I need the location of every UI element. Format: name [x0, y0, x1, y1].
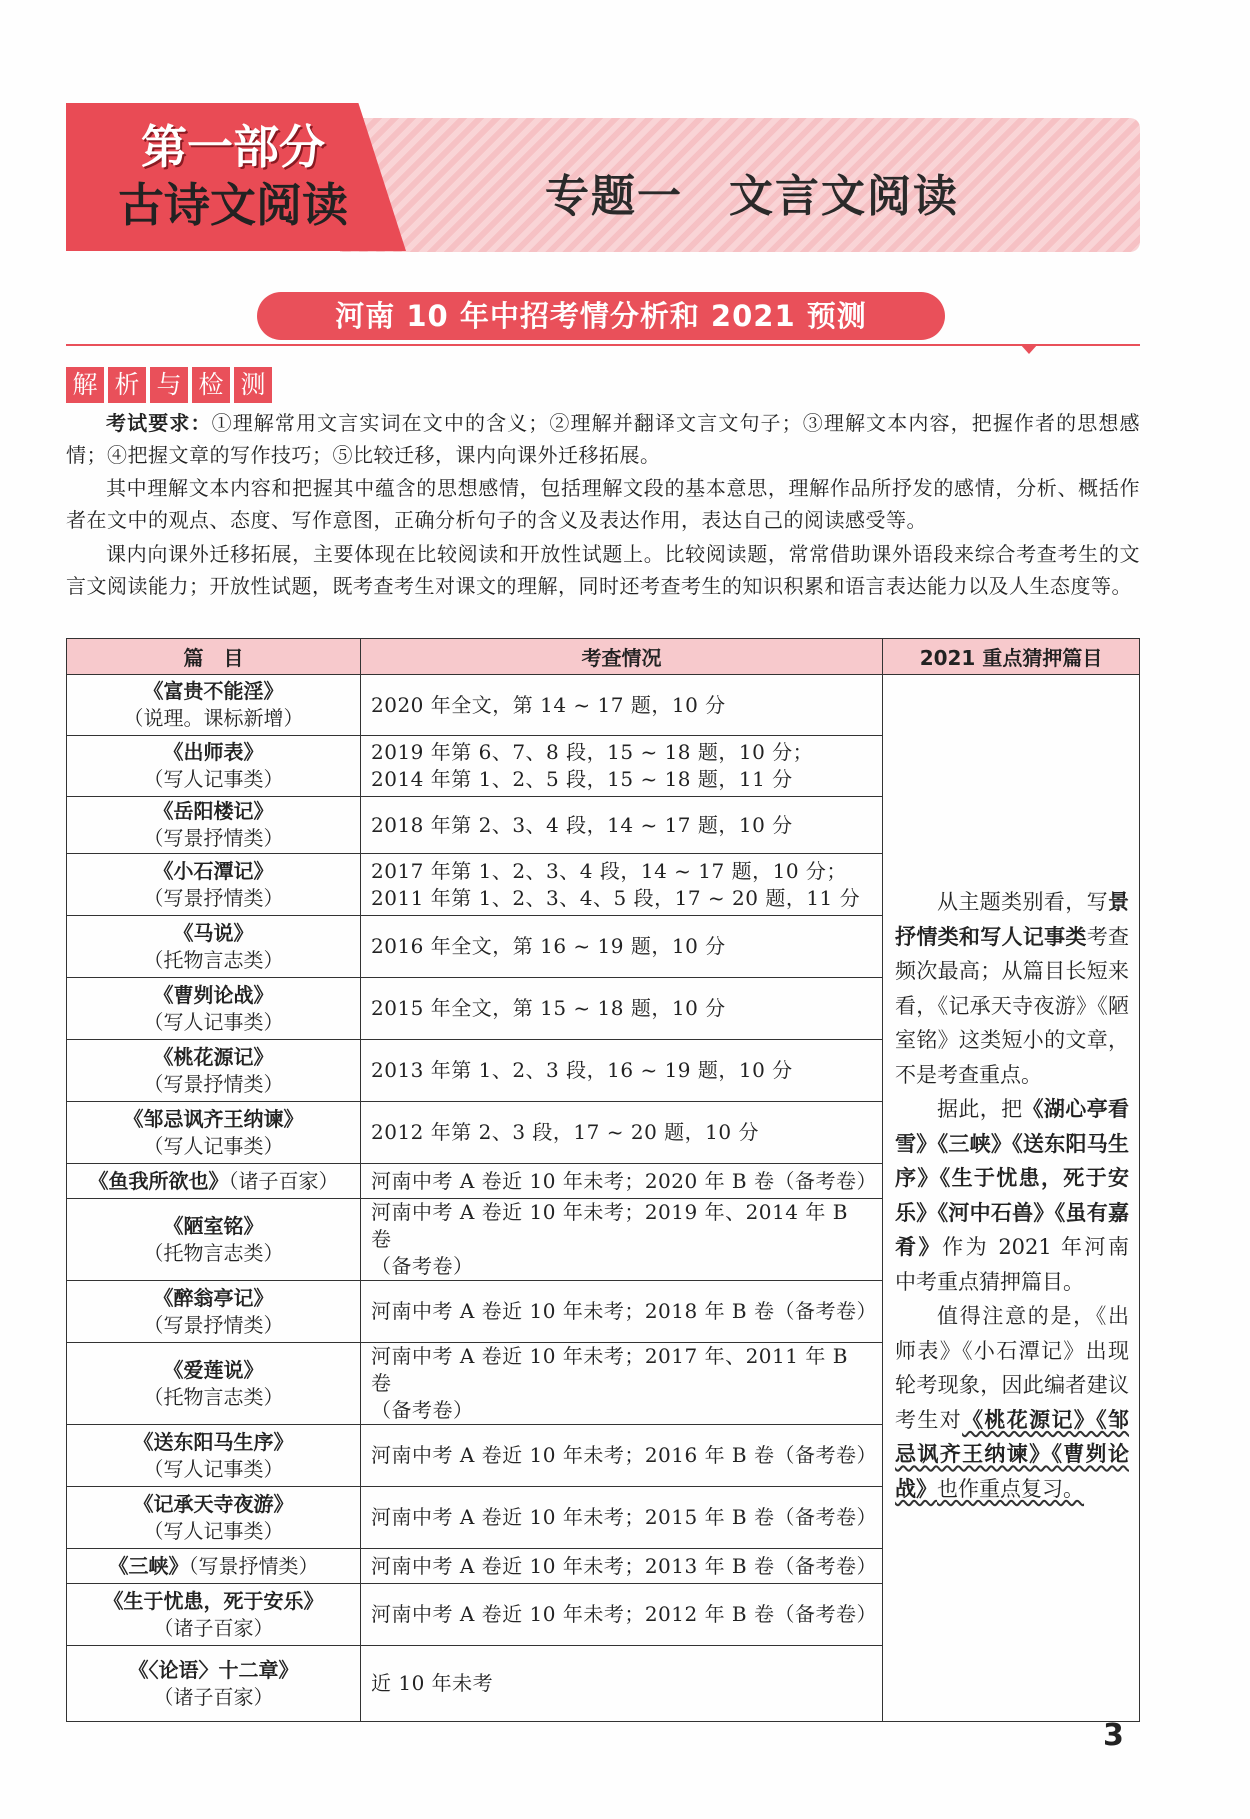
row-category: （托物言志类）	[143, 947, 284, 972]
row-title: 《小石潭记》	[153, 858, 274, 883]
paragraph-2: 其中理解文本内容和把握其中蕴含的思想感情，包括理解文段的基本意思，理解作品所抒发的感情，分析、概括作者在文中的观点、态度、写作意图，正确分析句子的含义及表达作用，表达自己的阅读感受等。	[66, 476, 1140, 532]
header-title: 篇 目	[67, 639, 361, 675]
paragraph-3: 课内向课外迁移拓展，主要体现在比较阅读和开放性试题上。比较阅读题，常常借助课外语段来综合考查考生的文言文阅读能力；开放性试题，既考查考生对课文的理解，同时还考查考生的知识积累和语言表达能力以及人生态度等。	[66, 542, 1140, 598]
prediction-cell	[883, 675, 1140, 1722]
pred-s3c: 也作重点复习。	[937, 1476, 1085, 1501]
row-category: （写景抒情类）	[143, 1312, 284, 1337]
topic-title: 专题一 文言文阅读	[545, 171, 959, 222]
row-title: 《醉翁亭记》	[153, 1285, 274, 1310]
row-category: （诸子百家）	[153, 1615, 274, 1640]
row-title: 《陋室铭》	[163, 1213, 264, 1238]
pred-s2a: 据此，把	[937, 1097, 1023, 1121]
exam-requirements-lead: 考试要求：	[106, 411, 212, 435]
row-exam: 河南中考 A 卷近 10 年未考；2020 年 B 卷（备考卷）	[361, 1164, 883, 1199]
row-category: （写人记事类）	[143, 1133, 284, 1158]
row-exam: 2012 年第 2、3 段，17 ~ 20 题，10 分	[361, 1102, 883, 1164]
row-exam: 河南中考 A 卷近 10 年未考；2012 年 B 卷（备考卷）	[361, 1584, 883, 1646]
row-category: （写人记事类）	[143, 1009, 284, 1034]
row-title: 《送东阳马生序》	[133, 1429, 294, 1454]
pred-s1c: 考查频次最高；从篇目长短来看，《记承天寺夜游》《陋室铭》这类短小的文章，不是考查重点。	[895, 924, 1129, 1087]
exam-requirements	[66, 407, 1140, 471]
tag-3: 与	[150, 367, 188, 403]
table-row	[67, 675, 1140, 736]
row-title: 《马说》	[173, 920, 254, 945]
header-exam: 考查情况	[361, 639, 883, 675]
row-title: 《记承天寺夜游》	[133, 1491, 294, 1516]
pred-s1b: 景抒情类和写人记事类	[895, 890, 1129, 949]
row-exam: 2015 年全文，第 15 ~ 18 题，10 分	[361, 978, 883, 1040]
row-title: 《生于忧患，死于安乐》	[103, 1588, 324, 1613]
row-exam: 近 10 年未考	[361, 1646, 883, 1722]
row-category: （写景抒情类）	[143, 885, 284, 910]
part-title-line1: 第一部分	[141, 120, 325, 174]
row-title: 《曹刿论战》	[153, 982, 274, 1007]
header-prediction: 2021 重点猜押篇目	[883, 639, 1140, 675]
row-title: 《桃花源记》	[153, 1044, 274, 1069]
row-exam: 2017 年第 1、2、3、4 段，14 ~ 17 题，10 分；	[371, 858, 847, 883]
tag-1: 解	[66, 367, 104, 403]
row-exam: 河南中考 A 卷近 10 年未考；2013 年 B 卷（备考卷）	[361, 1549, 883, 1584]
row-title: 《出师表》	[163, 740, 264, 764]
row-category: （托物言志类）	[143, 1240, 284, 1265]
row-exam: 河南中考 A 卷近 10 年未考；2015 年 B 卷（备考卷）	[361, 1487, 883, 1549]
row-title: 《〈论语〉十二章》	[128, 1657, 299, 1682]
row-title: 《鱼我所欲也》	[88, 1168, 229, 1193]
pred-s3b: 《桃花源记》《邹忌讽齐王纳谏》《曹刿论战》	[895, 1407, 1130, 1501]
row-exam: 2013 年第 1、2、3 段，16 ~ 19 题，10 分	[361, 1040, 883, 1102]
row-exam: 河南中考 A 卷近 10 年未考；2017 年、2011 年 B 卷	[371, 1344, 848, 1395]
pred-s2b: 《湖心亭看雪》《三峡》《送东阳马生序》《生于忧患，死于安乐》《河中石兽》《虽有嘉肴》	[895, 1097, 1129, 1259]
row-category: （诸子百家）	[153, 1684, 274, 1709]
row-category: （说理。课标新增）	[123, 706, 304, 730]
row-title: 《三峡》	[108, 1553, 189, 1578]
row-category: （写人记事类）	[143, 1518, 284, 1543]
table-header-row	[67, 639, 1140, 675]
pred-s2c: 作为 2021 年河南中考重点猜押篇目。	[895, 1235, 1130, 1294]
section-rule	[66, 344, 1140, 346]
section-pill: 河南 10 年中招考情分析和 2021 预测	[257, 292, 945, 340]
part-title	[108, 118, 358, 234]
row-title: 《爱莲说》	[163, 1357, 264, 1382]
part-title-line2: 古诗文阅读	[118, 178, 348, 232]
tag-2: 析	[108, 367, 146, 403]
row-exam: 2020 年全文，第 14 ~ 17 题，10 分	[361, 675, 883, 736]
row-category: （写人记事类）	[143, 1456, 284, 1481]
row-exam-2: 2014 年第 1、2、5 段，15 ~ 18 题，11 分	[371, 767, 793, 791]
page-number: 3	[1103, 1718, 1124, 1753]
pred-s3a: 值得注意的是，《出师表》《小石潭记》出现轮考现象，因此编者建议考生对	[895, 1304, 1129, 1432]
row-category: （托物言志类）	[143, 1384, 284, 1409]
row-exam: 2016 年全文，第 16 ~ 19 题，10 分	[361, 916, 883, 978]
row-exam-2: （备考卷）	[371, 1254, 474, 1278]
row-category: （写景抒情类）	[188, 1553, 319, 1578]
tag-5: 测	[234, 367, 272, 403]
exam-requirements-text: ①理解常用文言实词在文中的含义；②理解并翻译文言文句子；③理解文本内容，把握作者的思想感情；④把握文章的写作技巧；⑤比较迁移，课内向课外迁移拓展。	[66, 411, 1141, 467]
row-exam-2: 2011 年第 1、2、3、4、5 段，17 ~ 20 题，11 分	[371, 885, 861, 910]
row-exam: 河南中考 A 卷近 10 年未考；2019 年、2014 年 B 卷	[371, 1200, 848, 1251]
row-category: （诸子百家）	[228, 1168, 339, 1193]
row-exam: 2018 年第 2、3、4 段，14 ~ 17 题，10 分	[361, 797, 883, 854]
row-exam: 河南中考 A 卷近 10 年未考；2016 年 B 卷（备考卷）	[361, 1425, 883, 1487]
analysis-tags	[66, 367, 272, 403]
row-exam: 河南中考 A 卷近 10 年未考；2018 年 B 卷（备考卷）	[361, 1281, 883, 1343]
row-title: 《岳阳楼记》	[153, 799, 274, 823]
row-category: （写人记事类）	[143, 767, 284, 791]
row-category: （写景抒情类）	[143, 826, 284, 850]
row-title: 《邹忌讽齐王纳谏》	[123, 1106, 304, 1131]
row-title: 《富贵不能淫》	[143, 679, 284, 703]
exam-table	[66, 638, 1140, 1722]
row-category: （写景抒情类）	[143, 1071, 284, 1096]
rule-marker	[1020, 344, 1038, 354]
row-exam-2: （备考卷）	[371, 1398, 474, 1422]
pred-s1a: 从主题类别看，写	[937, 890, 1108, 914]
tag-4: 检	[192, 367, 230, 403]
row-exam: 2019 年第 6、7、8 段，15 ~ 18 题，10 分；	[371, 740, 814, 764]
